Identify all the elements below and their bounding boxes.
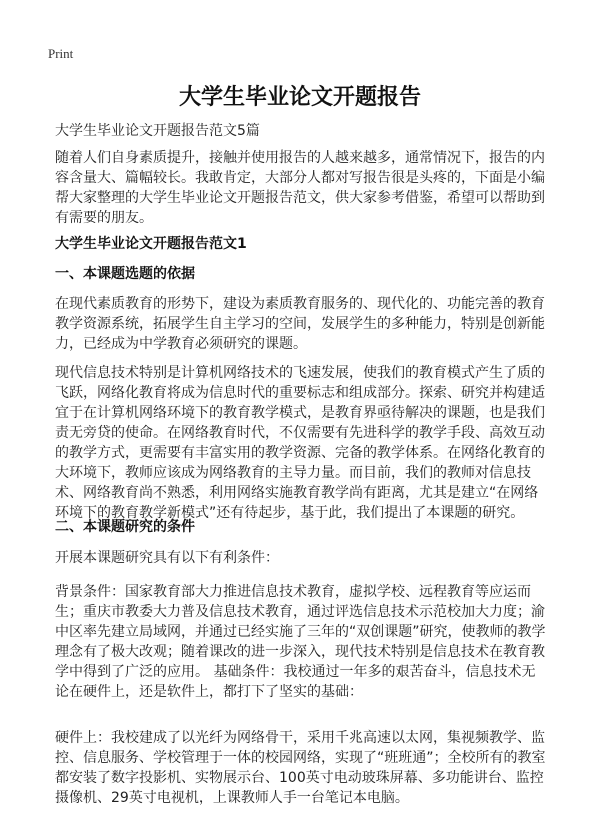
section2-paragraph-3: 硬件上：我校建成了以光纤为网络骨干，采用千兆高速以太网，集视频教学、监控、信息服务、学校管理于一体的校园网络，实现了“班班通”；全校所有的教室都安装了数字投影机、实物展示台、100英寸电动玻珠屏幕、多功能讲台、监控摄像机、29英寸电视机，上课教师人手一台笔记本电脑。 <box>55 730 546 806</box>
print-link[interactable]: Print <box>48 46 74 61</box>
section1-heading: 一、本课题选题的依据 <box>55 266 195 282</box>
document-subtitle: 大学生毕业论文开题报告范文5篇 <box>55 123 260 139</box>
sample-heading: 大学生毕业论文开题报告范文1 <box>55 236 247 252</box>
intro-paragraph: 随着人们自身素质提升，接触并使用报告的人越来越多，通常情况下，报告的内容含量大、篇幅较长。我敢肯定，大部分人都对写报告很是头疼的，下面是小编帮大家整理的大学生毕业论文开题报告范文，供大家参考借鉴，希望可以帮助到有需要的朋友。 <box>55 150 545 226</box>
section1-paragraph-1: 在现代素质教育的形势下，建设为素质教育服务的、现代化的、功能完善的教育教学资源系统，拓展学生自主学习的空间，发展学生的多种能力，特别是创新能力，已经成为中学教育必须研究的课题。 <box>55 296 545 352</box>
document-title: 大学生毕业论文开题报告 <box>178 85 421 110</box>
section2-paragraph-1: 开展本课题研究具有以下有利条件： <box>55 550 279 566</box>
section2-heading: 二、本课题研究的条件 <box>55 519 195 535</box>
section2-paragraph-2: 背景条件：国家教育部大力推进信息技术教育，虚拟学校、远程教育等应运而生；重庆市教委大力普及信息技术教育，通过评选信息技术示范校加大力度；渝中区率先建立局域网，并通过已经实施了三年的“双创课题”研究，使教师的教学理念有了极大改观；随着课改的进一步深入，现代技术特别是信息技术在教育教学中得到了广泛的应用。 基础条件：我校通过一年多的艰苦奋斗，信息技术无论在硬件上，还是软件上，都打下了坚实的基础： <box>55 584 546 700</box>
section1-paragraph-2: 现代信息技术特别是计算机网络技术的飞速发展，使我们的教育模式产生了质的飞跃，网络化教育将成为信息时代的重要标志和组成部分。探索、研究并构建适宜于在计算机网络环境下的教育教学模式，是教育界亟待解决的课题，也是我们责无旁贷的使命。在网络教育时代，不仅需要有先进科学的教学手段、高效互动的教学方式，更需要有丰富实用的教学资源、完备的教学体系。在网络化教育的大环境下，教师应该成为网络教育的主导力量。而目前，我们的教师对信息技术、网络教育尚不熟悉，利用网络实施教育教学尚有距离，尤其是建立“在网络环境下的教育教学新模式”还有待起步，基于此，我们提出了本课题的研究。 <box>55 365 545 521</box>
